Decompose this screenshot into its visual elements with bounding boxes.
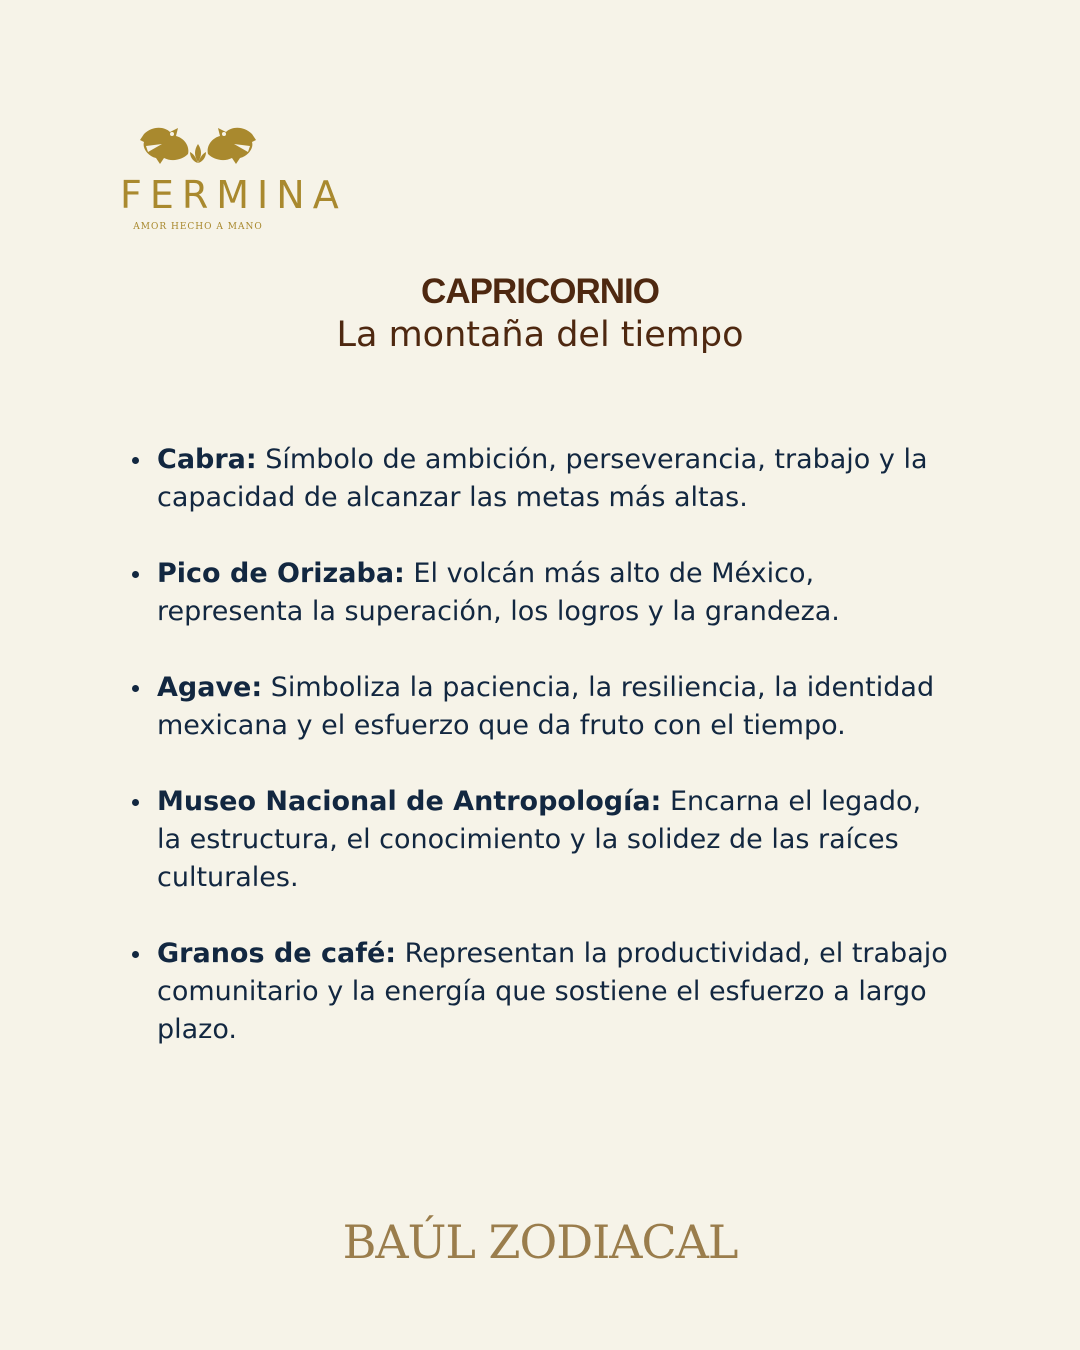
item-description: El volcán más alto de México, representa la superación, los logros y la grandeza. [157, 558, 840, 627]
item-term: Granos de café: [157, 938, 397, 969]
bullet-icon [132, 571, 139, 578]
list-item [132, 783, 952, 897]
bullet-icon [132, 457, 139, 464]
item-description: Símbolo de ambición, perseverancia, trabajo y la capacidad de alcanzar las metas más altas. [157, 444, 928, 513]
birds-emblem-icon [138, 122, 258, 168]
item-description: Simboliza la paciencia, la resiliencia, la identidad mexicana y el esfuerzo que da fruto con el tiempo. [157, 672, 935, 741]
item-description: Representan la productividad, el trabajo comunitario y la energía que sostiene el esfuerzo a largo plazo. [157, 938, 948, 1045]
title-block [0, 270, 1080, 358]
item-term: Cabra: [157, 444, 257, 475]
brand-wordmark: FERMINA [120, 173, 347, 217]
bullet-icon [132, 951, 139, 958]
item-term: Agave: [157, 672, 263, 703]
symbol-list [132, 441, 952, 1087]
footer-brand-label: BAÚL ZODIACAL [342, 1215, 738, 1269]
brand-logo [112, 122, 347, 234]
bullet-icon [132, 799, 139, 806]
list-item [132, 441, 952, 517]
page-title: CAPRICORNIO [421, 272, 659, 311]
item-description: Encarna el legado, la estructura, el conocimiento y la solidez de las raíces culturales. [157, 786, 922, 893]
brand-tagline: AMOR HECHO A MANO [133, 222, 263, 232]
item-term: Museo Nacional de Antropología: [157, 786, 662, 817]
list-item [132, 669, 952, 745]
page-subtitle: La montaña del tiempo [336, 315, 744, 355]
bullet-icon [132, 685, 139, 692]
item-term: Pico de Orizaba: [157, 558, 405, 589]
list-item [132, 555, 952, 631]
list-item [132, 935, 952, 1049]
